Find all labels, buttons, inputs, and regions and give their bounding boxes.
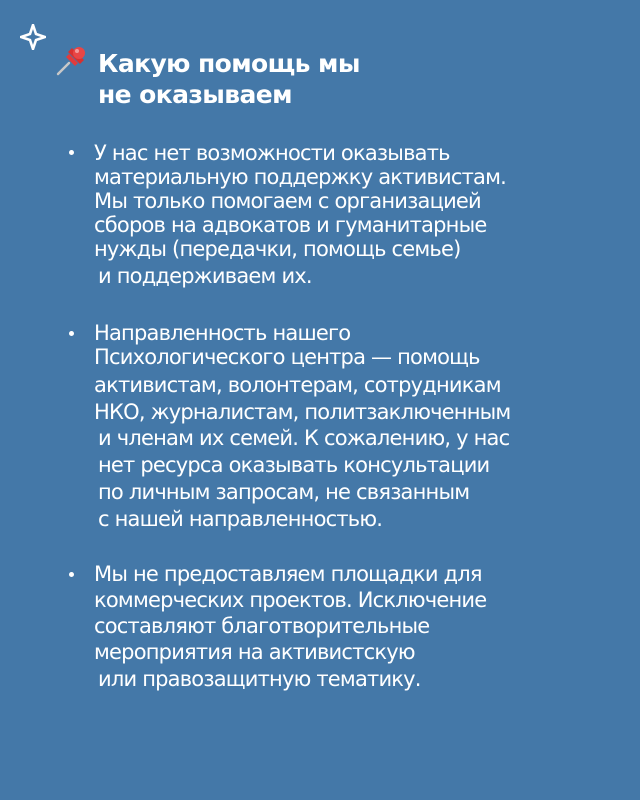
bullet-dot: [69, 572, 74, 577]
page-title-line-1: Какую помощь мы: [98, 49, 360, 78]
bullet-text-line: и поддерживаем их.: [98, 264, 312, 288]
bullet-text-line: по личным запросам, не связанным: [98, 480, 470, 504]
bullet-text-line: материальную поддержку активистам.: [94, 165, 507, 189]
bullet-text-line: нужды (передачки, помощь семье): [94, 237, 461, 261]
bullet-text-line: мероприятия на активистскую: [94, 640, 415, 664]
bullet-dot: [69, 150, 74, 155]
bullet-dot: [69, 331, 74, 336]
bullet-text-line: Мы не предоставляем площадки для: [94, 562, 482, 586]
page-title-line-2: не оказываем: [98, 80, 292, 109]
bullet-text-line: У нас нет возможности оказывать: [94, 141, 450, 165]
bullet-text-line: нет ресурса оказывать консультации: [98, 453, 490, 477]
bullet-text-line: Психологического центра — помощь: [94, 345, 480, 369]
bullet-text-line: сборов на адвокатов и гуманитарные: [94, 213, 487, 237]
bullet-text-line: активистам, волонтерам, сотрудникам: [94, 373, 501, 397]
bullet-text-line: составляют благотворительные: [94, 614, 430, 638]
bullet-text-line: и членам их семей. К сожалению, у нас: [98, 426, 510, 450]
bullet-text-line: или правозащитную тематику.: [98, 667, 421, 691]
bullet-text-line: Мы только помогаем с организацией: [94, 189, 481, 213]
pushpin-icon: [54, 42, 90, 78]
bullet-text-line: Направленность нашего: [94, 321, 351, 345]
bullet-text-line: с нашей направленностью.: [98, 507, 383, 531]
bullet-text-line: НКО, журналистам, политзаключенным: [94, 400, 511, 424]
sparkle-logo-icon: [20, 24, 46, 50]
page-title: [98, 48, 360, 110]
bullet-text-line: коммерческих проектов. Исключение: [94, 588, 487, 612]
